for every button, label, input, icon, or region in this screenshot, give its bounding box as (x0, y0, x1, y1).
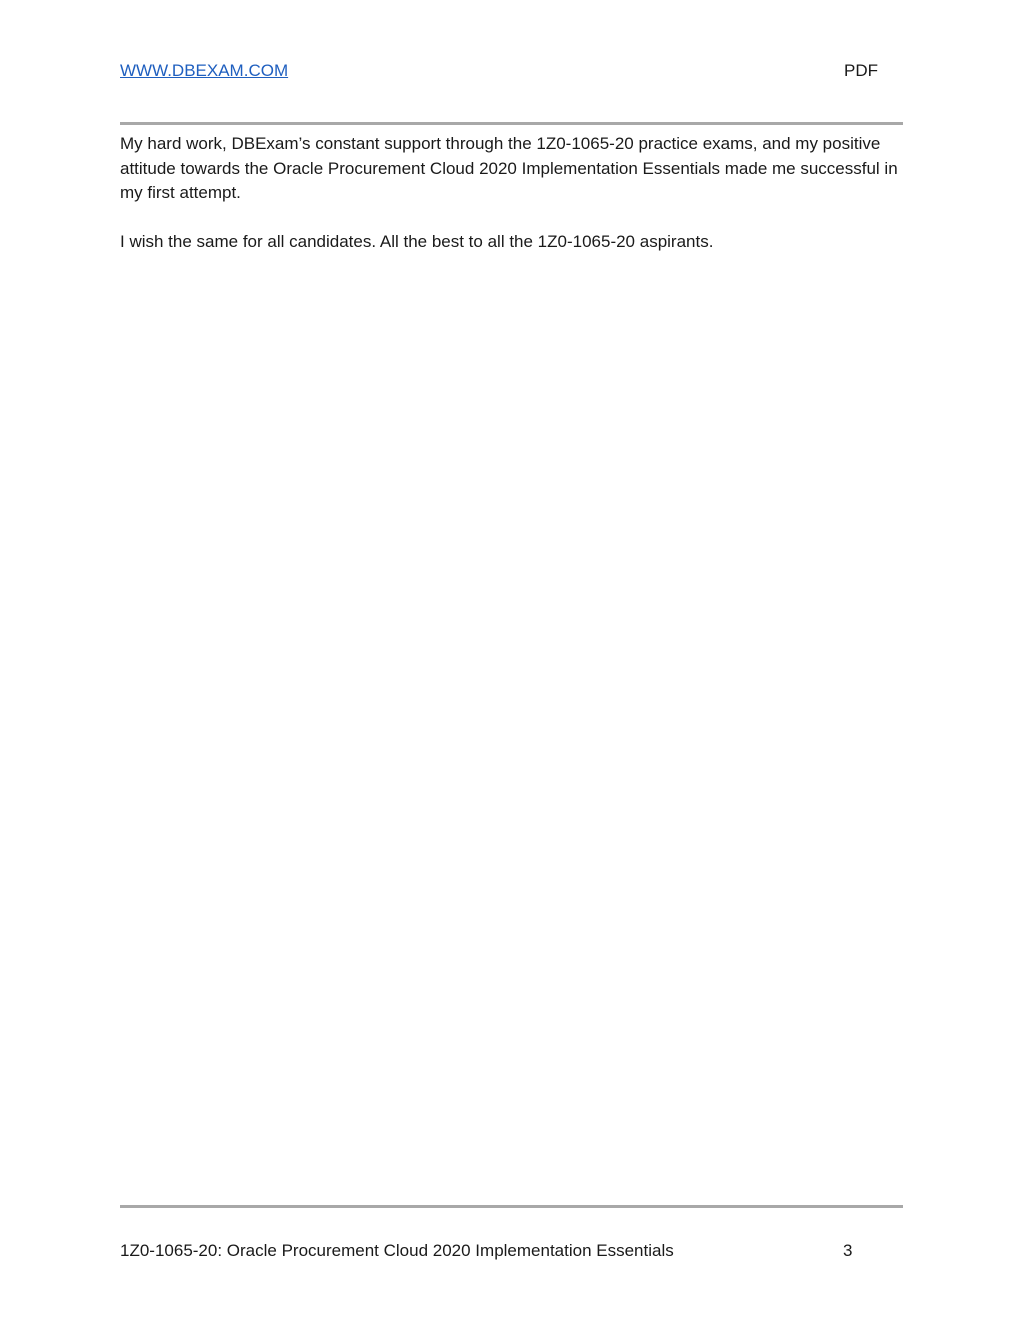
page-number: 3 (843, 1241, 853, 1260)
footer-divider (120, 1205, 903, 1208)
site-link[interactable]: WWW.DBEXAM.COM (120, 61, 289, 80)
header-divider (120, 122, 903, 125)
closing-paragraph: I wish the same for all candidates. All the best to all the 1Z0-1065-20 aspirants. (120, 232, 714, 251)
testimonial-paragraph: My hard work, DBExam’s constant support through the 1Z0-1065-20 practice exams, and my positive attitude towards the Oracle Procurement Cloud 2020 Implementation Essentials made me successful in my first attempt. (120, 134, 898, 202)
footer-title: 1Z0-1065-20: Oracle Procurement Cloud 2020 Implementation Essentials (120, 1241, 674, 1260)
format-label: PDF (844, 61, 878, 80)
